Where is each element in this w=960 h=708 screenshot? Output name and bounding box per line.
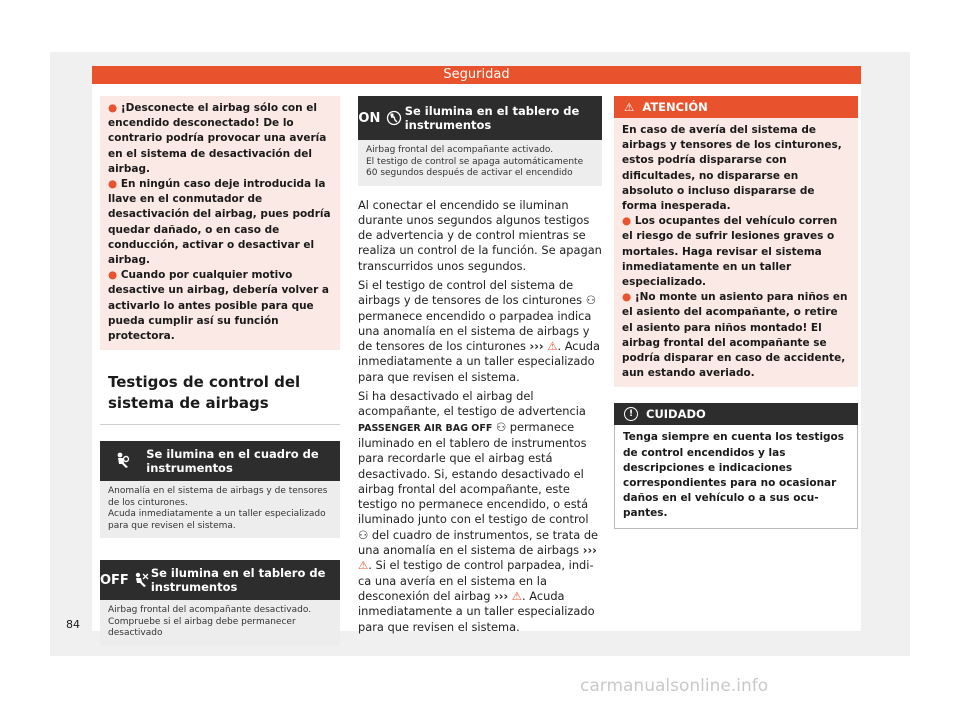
warning-list bbox=[100, 96, 340, 350]
column-left bbox=[100, 96, 340, 646]
airbag-off-icon: OFF bbox=[100, 572, 149, 588]
column-right bbox=[614, 96, 858, 529]
paragraph: Si ha desactivado el airbag del acompañante, el testigo de advertencia PASSENGER AIR BAG OFF ⚇ permanece iluminado en el tablero de instrumentos para recordarle que el airbag está desactivado. Si, estando desactivado el airbag frontal del acompañante, este testigo no permanece encendido, o está iluminado junto con el testigo de control ⚇ del cuadro de instrumentos, se trata de una anomalía en el sistema de airbags ››› ⚠. Si el testigo de control parpadea, indica una avería en el sistema en la desconexión del airbag ››› ⚠. Acuda inmediatamente a un taller especializado para que revisen el sistema. bbox=[358, 389, 599, 634]
lamp-card-body: Airbag frontal del acompañante desactivado. Compruebe si el airbag debe permanecer desactivado bbox=[100, 600, 340, 646]
caution-box bbox=[614, 403, 858, 528]
lamp-card-airbag-on bbox=[358, 96, 602, 186]
paragraph: Al conectar el encendido se iluminan durante unos segundos algunos testigos de advertencia y de control mientras se realiza un control de la función. Se apagan transcurridos unos segundos. bbox=[358, 197, 602, 273]
page-number: 84 bbox=[66, 618, 80, 631]
caution-body: Tenga siempre en cuenta los testigos de control encendidos y las descripciones e indicaciones correspondientes para no ocasionar daños en el vehículo o a sus ocupantes. bbox=[614, 425, 858, 528]
airbag-inline-icon: ⚇ bbox=[585, 293, 596, 308]
bullet-icon: ● bbox=[622, 291, 635, 304]
airbag-inline-icon: ⚇ bbox=[358, 527, 369, 542]
column-middle bbox=[358, 96, 602, 639]
reference-arrow-icon: ››› bbox=[529, 339, 544, 354]
bullet-icon: ● bbox=[622, 215, 635, 228]
info-circle-icon: ! bbox=[624, 407, 638, 421]
section-header: Seguridad bbox=[92, 66, 861, 84]
lamp-card-header: ON Se ilumina en el tablero de instrumentos bbox=[358, 96, 602, 140]
reference-arrow-icon: ››› bbox=[494, 588, 509, 603]
section-heading: Testigos de control del sistema de airbags bbox=[100, 372, 340, 425]
bullet-icon: ● bbox=[108, 269, 121, 282]
attention-body: En caso de avería del sistema de airbags y tensores de los cinturones, estos podría dispararse con dificultades, no dispararse en absoluto o incluso dispararse de forma inesperada. ● Los ocupantes del vehículo corren el riesgo de sufrir lesiones graves o mortales. Haga revisar el sistema inmediatamente en un taller especializado. ● ¡No monte un asiento para niños en el asiento del acompañante, o retire el asiento para niños montado! El airbag frontal del acompañante se podría disparar en caso de accidente, aun estando averiado. bbox=[614, 118, 858, 387]
warning-triangle-icon: ⚠ bbox=[358, 558, 369, 573]
reference-arrow-icon: ››› bbox=[582, 543, 597, 558]
airbag-on-icon: ON bbox=[358, 110, 403, 126]
bullet-icon: ● bbox=[108, 178, 121, 191]
warning-item: ● En ningún caso deje introducida la llave en el conmutador de desactivación del airbag, pues podría quedar dañado, o en caso de conducción, activar o desactivar el airbag. bbox=[108, 178, 331, 267]
caution-header: ! CUIDADO bbox=[614, 403, 858, 425]
airbag-off-inline-icon: ⚇ bbox=[495, 419, 507, 434]
attention-box bbox=[614, 96, 858, 387]
lamp-card-body: Airbag frontal del acompañante activado. El testigo de control se apaga automáticamente 60 segundos después de activar el encendido bbox=[358, 140, 602, 186]
warning-item: ● ¡Desconecte el airbag sólo con el encendido desconectado! De lo contrario podría provocar una avería en el sistema de desactivación del airbag. bbox=[108, 102, 327, 175]
attention-item: ● ¡No monte un asiento para niños en el asiento del acompañante, o retire el asiento para niños montado! El airbag frontal del acompañante se podría disparar en caso de accidente, aun estando averiado. bbox=[622, 291, 848, 380]
lamp-card-header: Se ilumina en el cuadro de instrumentos bbox=[100, 441, 340, 481]
bullet-icon: ● bbox=[108, 102, 121, 114]
lamp-card-body: Anomalía en el sistema de airbags y de tensores de los cinturones. Acuda inmediatamente a un taller especializado para que revisen el sistema. bbox=[100, 481, 340, 538]
attention-header: ⚠ ATENCIÓN bbox=[614, 96, 858, 118]
lamp-card-header: OFF Se ilumina en el tablero de instrumentos bbox=[100, 560, 340, 600]
warning-item: ● Cuando por cualquier motivo desactive un airbag, debería volver a activarlo lo antes posible para que pueda cumplir así su función protectora. bbox=[108, 269, 330, 343]
attention-item: ● Los ocupantes del vehículo corren el riesgo de sufrir lesiones graves o mortales. Haga revisar el sistema inmediatamente en un taller especializado. bbox=[622, 215, 838, 289]
watermark: carmanualsonline.info bbox=[580, 676, 769, 696]
paragraph: Si el testigo de control del sistema de airbags y de tensores de los cinturones ⚇ permanece encendido o parpadea indica una anomalía en el sistema de airbags y de tensores de los cinturones ››› ⚠. Acuda inmediatamente a un taller especializado para que revisen el sistema. bbox=[358, 277, 600, 384]
warning-triangle-icon: ⚠ bbox=[547, 339, 558, 354]
airbag-warning-icon bbox=[100, 452, 144, 470]
passenger-airbag-off-label: PASSENGER AIR BAG OFF bbox=[358, 422, 493, 434]
body-text bbox=[358, 198, 602, 635]
lamp-card-airbag-off bbox=[100, 560, 340, 646]
warning-triangle-icon: ⚠ bbox=[624, 100, 635, 114]
lamp-card-airbag bbox=[100, 441, 340, 538]
warning-triangle-icon: ⚠ bbox=[511, 588, 523, 603]
